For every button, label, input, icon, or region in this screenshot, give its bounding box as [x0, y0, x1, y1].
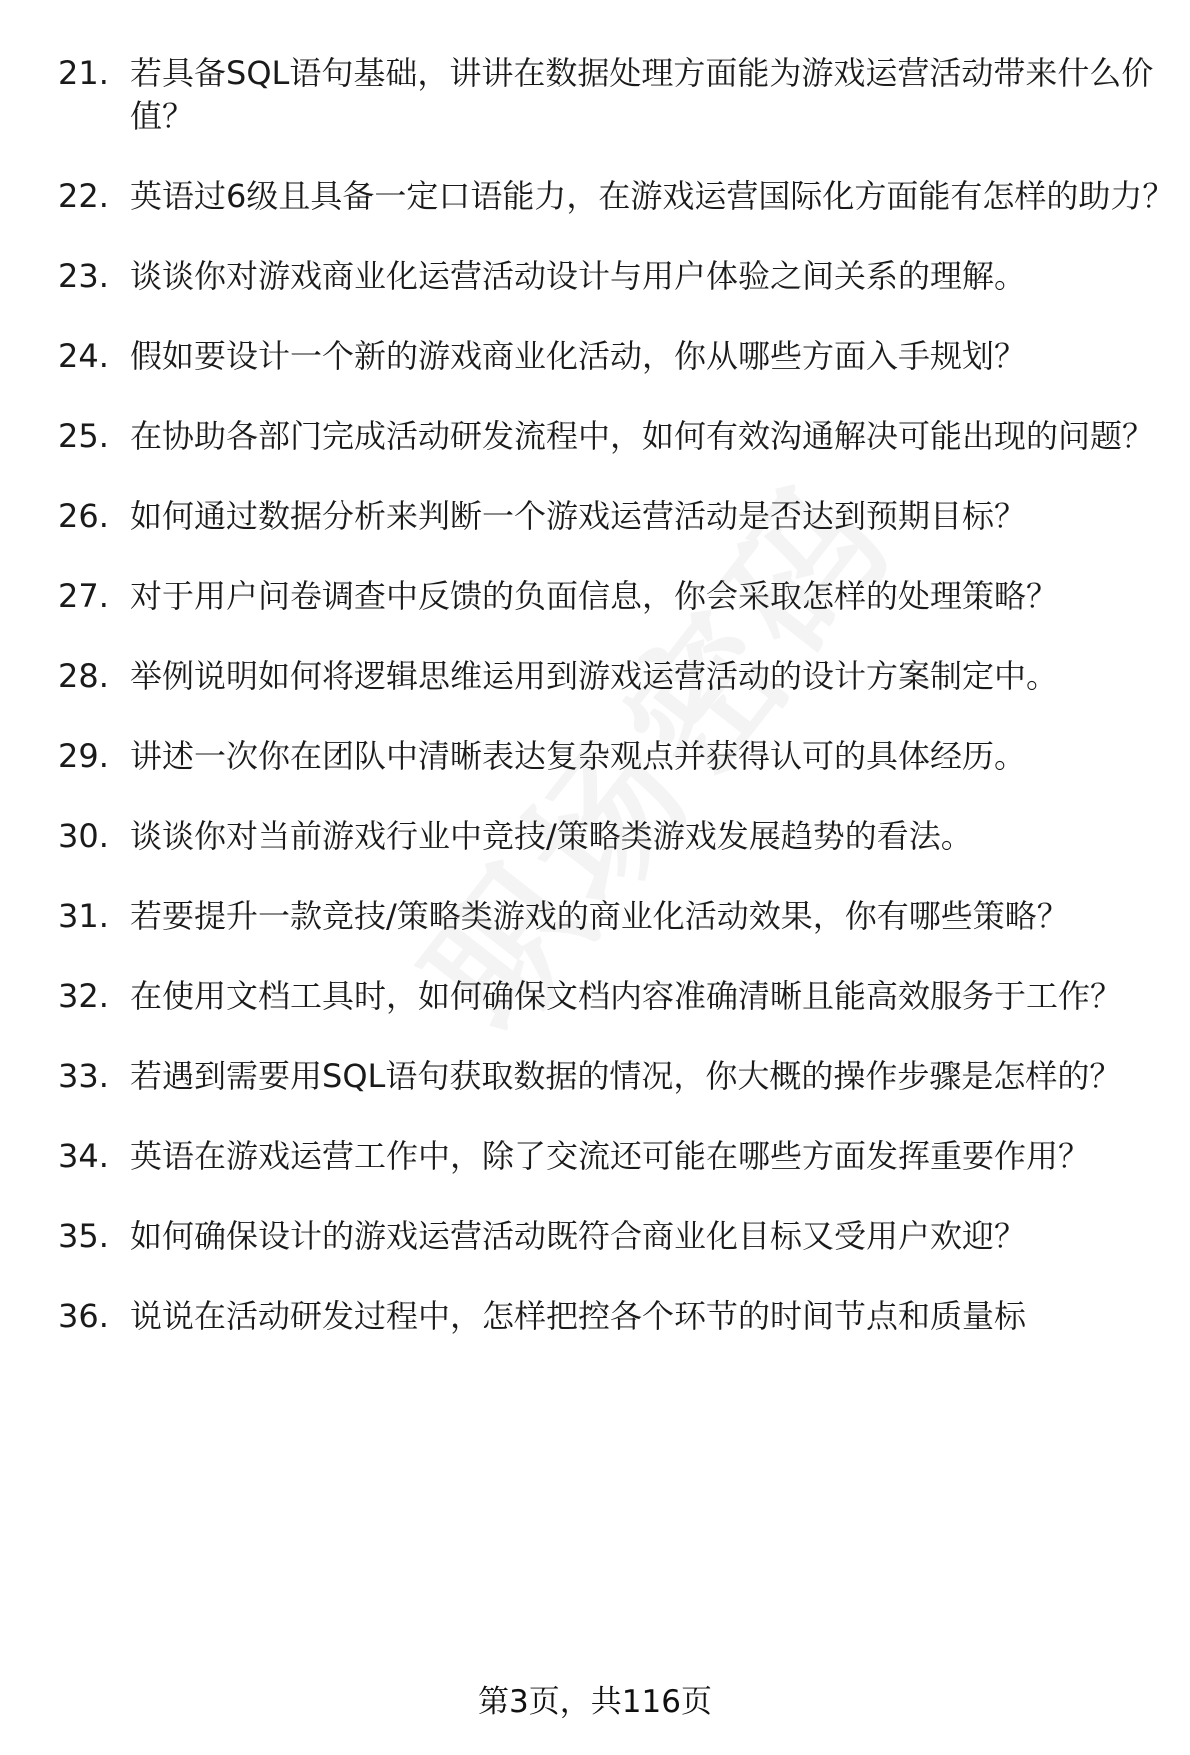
- question-item: [58, 1055, 1178, 1098]
- question-number: 21.: [58, 54, 109, 92]
- question-number: 26.: [58, 497, 109, 535]
- question-number: 32.: [58, 977, 109, 1015]
- question-number: 27.: [58, 577, 109, 615]
- question-text: 如何确保设计的游戏运营活动既符合商业化目标又受用户欢迎？: [130, 1217, 1027, 1255]
- question-number: 29.: [58, 737, 109, 775]
- question-text: 对于用户问卷调查中反馈的负面信息，你会采取怎样的处理策略？: [130, 577, 1059, 615]
- question-text: 假如要设计一个新的游戏商业化活动，你从哪些方面入手规划？: [130, 337, 1027, 375]
- question-number: 25.: [58, 417, 109, 455]
- question-item: [58, 1295, 1178, 1338]
- question-list: [58, 52, 1178, 1375]
- question-number: 24.: [58, 337, 109, 375]
- question-text: 英语过6级且具备一定口语能力，在游戏运营国际化方面能有怎样的助力？: [130, 177, 1175, 215]
- question-text: 谈谈你对游戏商业化运营活动设计与用户体验之间关系的理解。: [130, 257, 1027, 295]
- question-text: 举例说明如何将逻辑思维运用到游戏运营活动的设计方案制定中。: [130, 657, 1059, 695]
- question-item: [58, 895, 1178, 938]
- question-item: [58, 52, 1178, 138]
- question-number: 34.: [58, 1137, 109, 1175]
- page-number-footer: 第3页，共116页: [478, 1684, 712, 1720]
- question-item: [58, 335, 1178, 378]
- question-text: 谈谈你对当前游戏行业中竞技/策略类游戏发展趋势的看法。: [130, 817, 973, 855]
- question-text: 讲述一次你在团队中清晰表达复杂观点并获得认可的具体经历。: [130, 737, 1027, 775]
- question-text: 若要提升一款竞技/策略类游戏的商业化活动效果，你有哪些策略？: [130, 897, 1069, 935]
- question-text: 说说在活动研发过程中，怎样把控各个环节的时间节点和质量标: [130, 1297, 1027, 1335]
- question-item: [58, 735, 1178, 778]
- question-text: 若遇到需要用SQL语句获取数据的情况，你大概的操作步骤是怎样的？: [130, 1057, 1122, 1095]
- question-item: [58, 815, 1178, 858]
- question-item: [58, 575, 1178, 618]
- question-number: 22.: [58, 177, 109, 215]
- question-number: 35.: [58, 1217, 109, 1255]
- question-item: [58, 255, 1178, 298]
- question-number: 23.: [58, 257, 109, 295]
- question-item: [58, 175, 1178, 218]
- question-text: 在使用文档工具时，如何确保文档内容准确清晰且能高效服务于工作？: [130, 977, 1123, 1015]
- question-item: [58, 1135, 1178, 1178]
- question-text: 英语在游戏运营工作中，除了交流还可能在哪些方面发挥重要作用？: [130, 1137, 1091, 1175]
- question-number: 30.: [58, 817, 109, 855]
- question-item: [58, 975, 1178, 1018]
- question-number: 28.: [58, 657, 109, 695]
- question-text: 如何通过数据分析来判断一个游戏运营活动是否达到预期目标？: [130, 497, 1027, 535]
- question-text: 在协助各部门完成活动研发流程中，如何有效沟通解决可能出现的问题？: [130, 417, 1155, 455]
- question-item: [58, 495, 1178, 538]
- question-text: 若具备SQL语句基础，讲讲在数据处理方面能为游戏运营活动带来什么价值？: [130, 54, 1154, 135]
- question-item: [58, 1215, 1178, 1258]
- question-item: [58, 415, 1178, 458]
- question-number: 31.: [58, 897, 109, 935]
- question-number: 36.: [58, 1297, 109, 1335]
- question-number: 33.: [58, 1057, 109, 1095]
- question-item: [58, 655, 1178, 698]
